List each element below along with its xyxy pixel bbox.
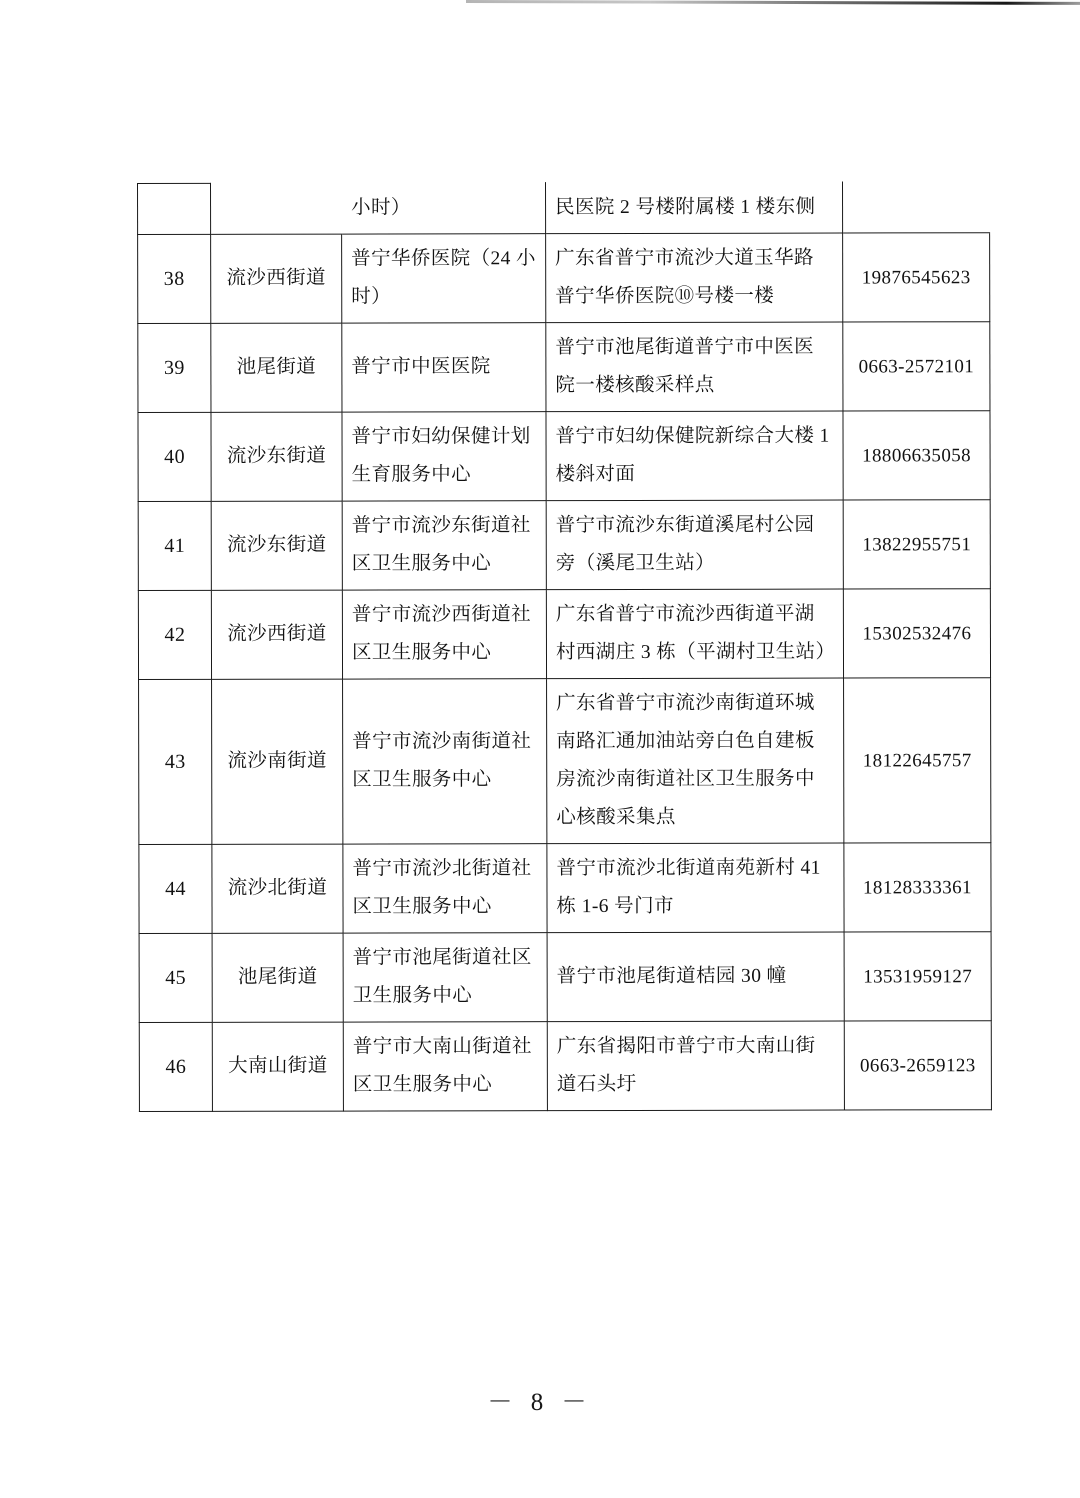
cell-site: 普宁市流沙东街道社区卫生服务中心 [342,501,546,590]
table-row [138,500,990,591]
cell-index [138,183,211,234]
cell-street: 流沙北街道 [212,844,343,933]
table-row [139,678,991,845]
cell-index: 38 [138,234,211,323]
cell-site: 普宁市妇幼保健计划生育服务中心 [342,412,546,501]
cell-site: 普宁市流沙北街道社区卫生服务中心 [343,844,547,933]
cell-site: 小时） [342,183,546,234]
cell-site: 普宁市流沙西街道社区卫生服务中心 [342,590,546,679]
scan-artifact-streak [466,0,1080,5]
table-row [139,932,991,1023]
cell-phone: 19876545623 [843,233,990,322]
cell-street: 流沙南街道 [212,679,343,844]
cell-index: 43 [139,680,212,845]
cell-index: 42 [138,590,211,679]
cell-address: 普宁市流沙北街道南苑新村 41 栋 1-6 号门市 [547,843,844,933]
cell-site: 普宁市中医医院 [342,323,546,412]
table-row [138,411,990,502]
cell-address: 民医院 2 号楼附属楼 1 楼东侧 [546,182,843,234]
cell-phone: 18122645757 [844,678,991,843]
cell-site: 普宁市池尾街道社区卫生服务中心 [343,933,547,1022]
table-row [138,233,990,324]
cell-address: 广东省普宁市流沙大道玉华路普宁华侨医院⑩号楼一楼 [546,233,843,323]
table-row [138,589,990,680]
sampling-sites-table-wrapper [137,181,991,1112]
cell-street: 池尾街道 [212,933,343,1022]
cell-phone: 0663-2572101 [843,322,990,411]
cell-index: 40 [138,412,211,501]
cell-phone: 18806635058 [843,411,990,500]
cell-address: 广东省揭阳市普宁市大南山街道石头圩 [547,1021,844,1111]
cell-address: 普宁市流沙东街道溪尾村公园旁（溪尾卫生站） [546,500,843,590]
cell-site: 普宁市大南山街道社区卫生服务中心 [343,1022,547,1111]
cell-address: 广东省普宁市流沙南街道环城南路汇通加油站旁白色自建板房流沙南街道社区卫生服务中心核酸采集点 [547,678,844,844]
cell-site: 普宁市流沙南街道社区卫生服务中心 [343,679,547,844]
cell-street: 大南山街道 [212,1022,343,1111]
page-number-footer: － 8 － [487,1389,593,1416]
cell-phone: 18128333361 [844,843,991,932]
cell-index: 45 [139,934,212,1023]
cell-site: 普宁华侨医院（24 小时） [342,234,546,323]
cell-phone: 0663-2659123 [844,1021,991,1110]
cell-address: 普宁市池尾街道普宁市中医医院一楼核酸采样点 [546,322,843,412]
cell-phone: 13531959127 [844,932,991,1021]
cell-street: 流沙西街道 [211,590,342,679]
cell-street: 流沙东街道 [211,501,342,590]
cell-index: 41 [138,501,211,590]
table-row [138,322,990,413]
table-row-continuation [138,182,990,235]
cell-address: 广东省普宁市流沙西街道平湖村西湖庄 3 栋（平湖村卫生站） [546,589,843,679]
cell-index: 44 [139,845,212,934]
cell-street: 池尾街道 [211,323,342,412]
cell-phone [842,182,989,233]
cell-phone: 15302532476 [843,589,990,678]
cell-street: 流沙东街道 [211,412,342,501]
cell-index: 46 [139,1023,212,1112]
table-body [138,182,992,1112]
cell-index: 39 [138,323,211,412]
table-row [139,843,991,934]
cell-phone: 13822955751 [843,500,990,589]
cell-street [211,183,342,234]
table-row [139,1021,991,1112]
cell-street: 流沙西街道 [211,234,342,323]
cell-address: 普宁市池尾街道桔园 30 幢 [547,932,844,1022]
cell-address: 普宁市妇幼保健院新综合大楼 1 楼斜对面 [546,411,843,501]
sampling-sites-table [137,181,992,1112]
